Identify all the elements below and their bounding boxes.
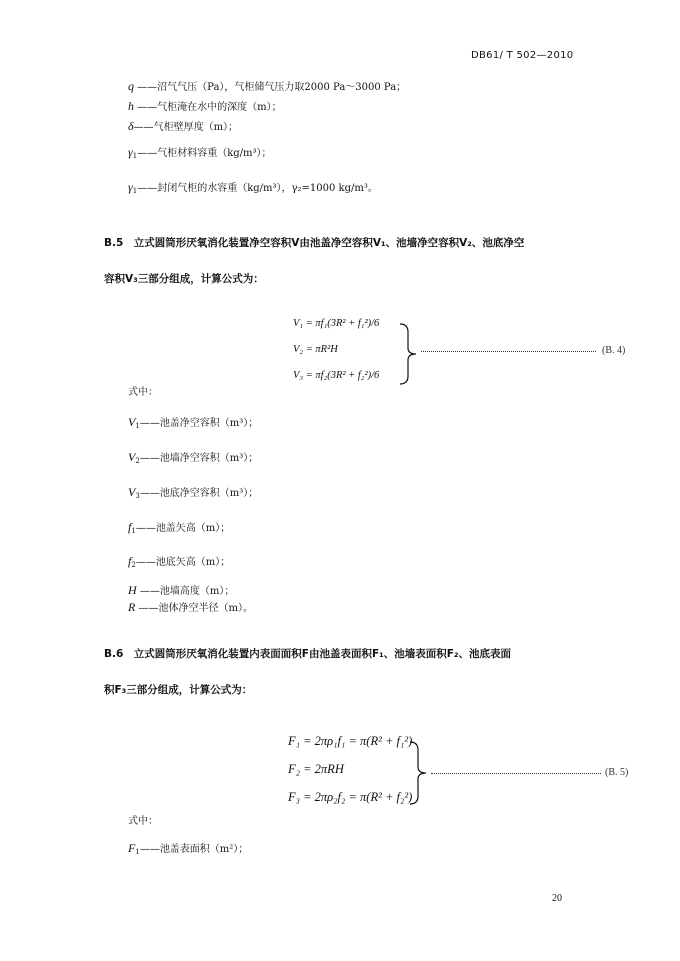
definition-text: ——池盖矢高（m）；	[135, 523, 231, 534]
definition-h	[128, 100, 282, 114]
definition-subscript: 1	[135, 422, 140, 430]
definition-symbol: R	[128, 600, 136, 614]
definition-symbol: δ	[128, 119, 134, 133]
definition-r	[128, 601, 253, 615]
definition-subscript: 2	[135, 457, 140, 465]
definition-text: ——气柜淹在水中的深度（m）；	[134, 102, 282, 113]
definition-text: ——池墙高度（m）；	[136, 586, 235, 597]
equation-v3: V₃ = πf₂(3R² + f₂²)/6	[293, 370, 380, 381]
definition-symbol: f	[128, 520, 132, 534]
equation-v2: V₂ = πR²H	[293, 344, 338, 355]
equation-tag-b5: (B. 5)	[605, 767, 629, 778]
equation-f1: F₁ = 2πρ₁f₁ = π(R² + f₁²)	[288, 734, 413, 748]
right-brace-icon	[398, 322, 420, 386]
definition-v2	[128, 451, 258, 467]
equation-f3: F₃ = 2πρ₂f₂ = π(R² + f₂²)	[288, 790, 413, 804]
definition-q	[128, 80, 406, 94]
section-b6-line1: B.6 立式圆筒形厌氧消化装置内表面面积F由池盖表面积F₁、池墙表面积F₂、池底表面	[104, 648, 512, 660]
section-b5-line2: 容积V₃三部分组成，计算公式为：	[104, 273, 264, 285]
section-b6-line2: 积F₃三部分组成，计算公式为：	[104, 684, 253, 696]
definition-symbol: H	[128, 583, 137, 597]
definition-delta	[128, 120, 238, 134]
definition-symbol: V	[128, 415, 136, 429]
definition-subscript: 2	[131, 561, 136, 569]
definition-symbol: q	[128, 79, 134, 93]
definition-gamma-water	[128, 181, 378, 197]
definition-text: ——池体净空半径（m）。	[135, 603, 254, 614]
definition-f2	[128, 555, 230, 571]
definition-text: ——池盖净空容积（m³）；	[139, 418, 259, 429]
definition-symbol: V	[128, 450, 136, 464]
definition-text: ——池底矢高（m）；	[135, 557, 231, 568]
dotted-leader	[421, 351, 596, 352]
right-brace-icon	[408, 740, 430, 806]
definition-f1-area	[128, 842, 248, 858]
dotted-leader	[431, 773, 601, 774]
definition-text: ——封闭气柜的水容重（kg/m³），γ₂=1000 kg/m³。	[137, 183, 378, 194]
definition-symbol: γ	[128, 145, 133, 159]
definition-h-wall	[128, 584, 234, 598]
definition-subscript: 1	[135, 848, 140, 856]
section-b5-line1: B.5 立式圆筒形厌氧消化装置净空容积V由池盖净空容积V₁、池墙净空容积V₂、池底净空	[104, 237, 525, 249]
where-label: 式中：	[128, 816, 158, 827]
definition-text: ——池墙净空容积（m³）；	[139, 453, 259, 464]
definition-text: ——气柜壁厚度（m）；	[133, 122, 239, 133]
definition-symbol: V	[128, 485, 136, 499]
equation-tag-b4: (B. 4)	[602, 345, 626, 356]
definition-v3	[128, 486, 258, 502]
definition-v1	[128, 416, 258, 432]
definition-gamma1	[128, 146, 272, 162]
equation-f2: F₂ = 2πRH	[288, 762, 344, 776]
definition-text: ——池盖表面积（m²）；	[139, 844, 249, 855]
definition-text: ——沼气气压（Pa），气柜储气压力取2000 Pa～3000 Pa；	[134, 82, 407, 93]
definition-subscript: 3	[135, 492, 140, 500]
definition-symbol: h	[128, 99, 134, 113]
page-number: 20	[552, 893, 562, 904]
definition-f1	[128, 521, 230, 537]
definition-symbol: γ	[128, 180, 133, 194]
definition-symbol: f	[128, 554, 132, 568]
definition-subscript: 1	[132, 152, 138, 160]
equation-v1: V₁ = πf₁(3R² + f₁²)/6	[293, 318, 380, 329]
definition-text: ——池底净空容积（m³）；	[139, 488, 259, 499]
definition-subscript: 1	[131, 527, 136, 535]
definition-text: ——气柜材料容重（kg/m³）；	[137, 148, 272, 159]
definition-symbol: F	[128, 841, 136, 855]
where-label: 式中：	[128, 387, 158, 398]
standard-number: DB61/ T 502—2010	[471, 50, 574, 61]
definition-subscript: 1	[132, 187, 138, 195]
